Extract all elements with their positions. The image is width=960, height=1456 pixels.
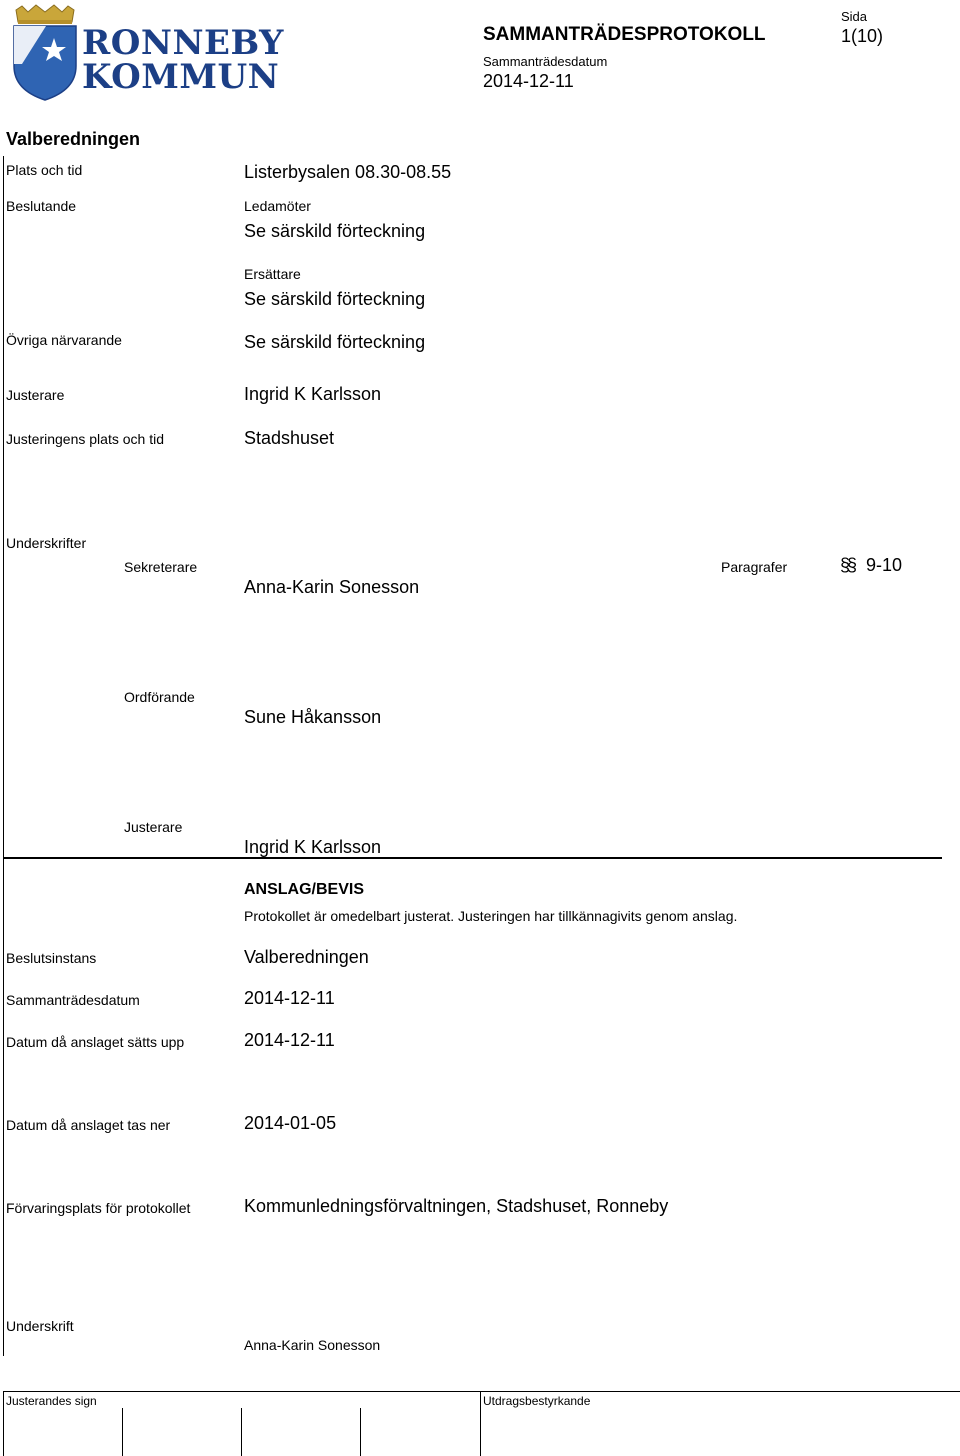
page-label: Sida: [841, 9, 868, 24]
anslag-divider: [3, 857, 942, 859]
footer-top-line: [3, 1391, 960, 1392]
paragrafer-value: 9-10: [866, 555, 903, 575]
justerandes-sign-label: Justerandes sign: [6, 1394, 97, 1408]
sekreterare-label: Sekreterare: [124, 559, 198, 575]
sammantradesdatum-value: 2014-12-11: [244, 988, 335, 1008]
underskrift-name: Anna-Karin Sonesson: [244, 1337, 381, 1353]
plats-label: Plats och tid: [6, 162, 83, 178]
org-name-line1: RONNEBY: [82, 23, 284, 63]
justerare-sign-label: Justerare: [124, 819, 183, 835]
ledamoter-label: Ledamöter: [244, 198, 311, 214]
tas-ner-label: Datum då anslaget tas ner: [6, 1117, 171, 1133]
sekreterare-name: Anna-Karin Sonesson: [244, 577, 420, 597]
anslag-text: Protokollet är omedelbart justerat. Justeringen har tillkännagivits genom anslag.: [244, 908, 738, 924]
ledamoter-value: Se särskild förteckning: [244, 221, 426, 241]
footer-divider: [480, 1391, 481, 1456]
forvaring-value: Kommunledningsförvaltningen, Stadshuset, Ronneby: [244, 1196, 669, 1216]
footer-divider: [122, 1408, 123, 1456]
forvaring-label: Förvaringsplats för protokollet: [6, 1200, 191, 1216]
document-title: SAMMANTRÄDESPROTOKOLL: [483, 24, 766, 45]
crest-icon: [10, 4, 80, 102]
left-frame-line: [3, 156, 4, 1356]
paragraph-symbol: §§: [840, 555, 855, 575]
ovriga-value: Se särskild förteckning: [244, 332, 426, 352]
sammantradesdatum-label: Sammanträdesdatum: [6, 992, 140, 1008]
justerare-sign-name: Ingrid K Karlsson: [244, 837, 382, 857]
justering-label: Justeringens plats och tid: [6, 431, 164, 447]
ordforande-label: Ordförande: [124, 689, 195, 705]
ovriga-label: Övriga närvarande: [6, 332, 122, 348]
footer-divider: [3, 1391, 4, 1456]
underskrifter-label: Underskrifter: [6, 535, 87, 551]
justerare-label: Justerare: [6, 387, 65, 403]
meeting-date-label: Sammanträdesdatum: [483, 54, 608, 69]
anslag-heading: ANSLAG/BEVIS: [244, 881, 365, 898]
utdragsbestyrkande-label: Utdragsbestyrkande: [483, 1394, 591, 1408]
ersattare-label: Ersättare: [244, 266, 301, 282]
committee-title: Valberedningen: [6, 129, 141, 149]
municipal-crest: [10, 4, 80, 102]
page-number: 1(10): [841, 26, 884, 46]
justerare-value: Ingrid K Karlsson: [244, 384, 382, 404]
justering-value: Stadshuset: [244, 428, 335, 448]
paragrafer-label: Paragrafer: [721, 559, 788, 575]
footer-divider: [241, 1408, 242, 1456]
satts-upp-label: Datum då anslaget sätts upp: [6, 1034, 185, 1050]
ordforande-name: Sune Håkansson: [244, 707, 382, 727]
beslutsinstans-value: Valberedningen: [244, 947, 369, 967]
underskrift-label: Underskrift: [6, 1318, 74, 1334]
org-name-line2: KOMMUN: [82, 57, 280, 97]
tas-ner-value: 2014-01-05: [244, 1113, 337, 1133]
beslutsinstans-label: Beslutsinstans: [6, 950, 97, 966]
satts-upp-value: 2014-12-11: [244, 1030, 335, 1050]
beslutande-label: Beslutande: [6, 198, 77, 214]
plats-value: Listerbysalen 08.30-08.55: [244, 162, 452, 182]
footer-divider: [360, 1408, 361, 1456]
meeting-date-value: 2014-12-11: [483, 71, 574, 91]
ersattare-value: Se särskild förteckning: [244, 289, 426, 309]
